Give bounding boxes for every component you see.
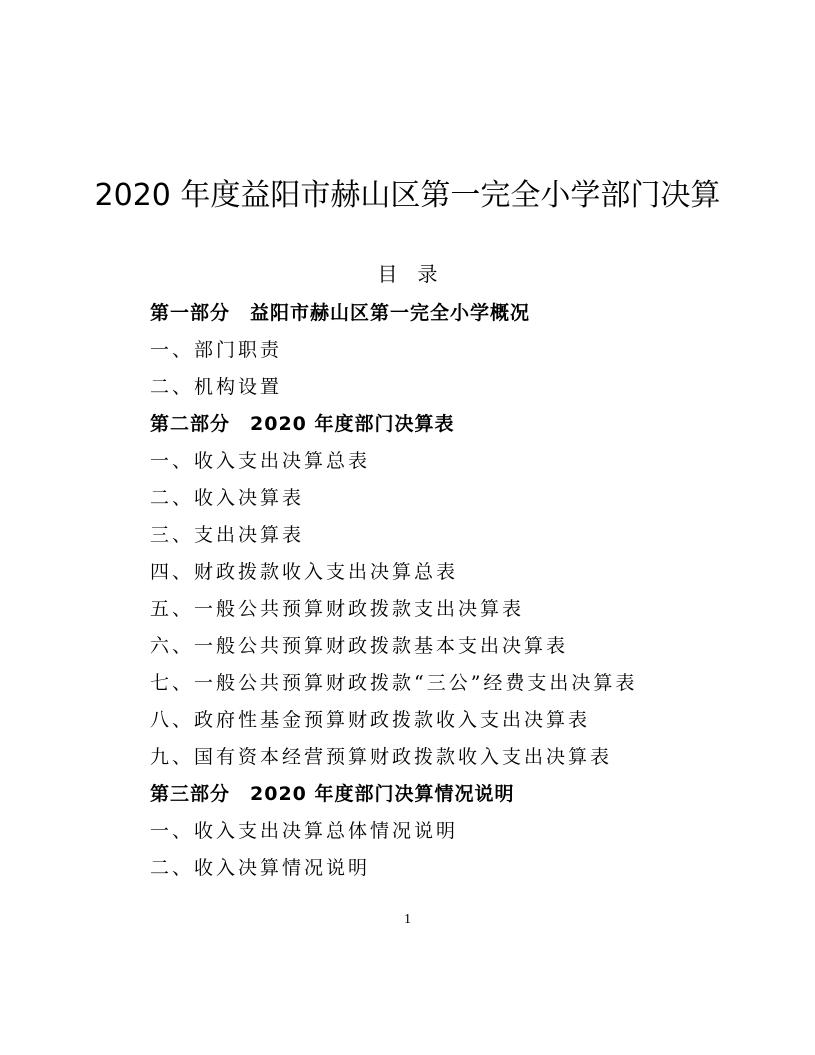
toc-item: 三、支出决算表: [150, 524, 305, 546]
toc-heading: 目 录: [377, 262, 438, 286]
table-of-contents: [150, 298, 637, 890]
toc-item: 四、财政拨款收入支出决算总表: [150, 561, 459, 583]
toc-item: 六、一般公共预算财政拨款基本支出决算表: [150, 635, 569, 657]
toc-item: 二、机构设置: [150, 376, 283, 398]
toc-item: 八、政府性基金预算财政拨款收入支出决算表: [150, 709, 591, 731]
toc-item: 一、部门职责: [150, 339, 283, 361]
toc-item: 二、收入决算情况说明: [150, 857, 371, 879]
toc-item: 一、收入支出决算总表: [150, 450, 371, 472]
toc-part-3: 第三部分 2020 年度部门决算情况说明: [150, 783, 515, 805]
toc-part-1: 第一部分 益阳市赫山区第一完全小学概况: [150, 302, 531, 324]
page-number: 1: [404, 912, 411, 927]
toc-item: 五、一般公共预算财政拨款支出决算表: [150, 598, 525, 620]
toc-item: 七、一般公共预算财政拨款“三公”经费支出决算表: [150, 672, 638, 694]
toc-item: 一、收入支出决算总体情况说明: [150, 820, 459, 842]
document-title: 2020 年度益阳市赫山区第一完全小学部门决算: [94, 178, 721, 213]
toc-item: 二、收入决算表: [150, 487, 305, 509]
toc-part-2: 第二部分 2020 年度部门决算表: [150, 413, 455, 435]
toc-item: 九、国有资本经营预算财政拨款收入支出决算表: [150, 746, 613, 768]
